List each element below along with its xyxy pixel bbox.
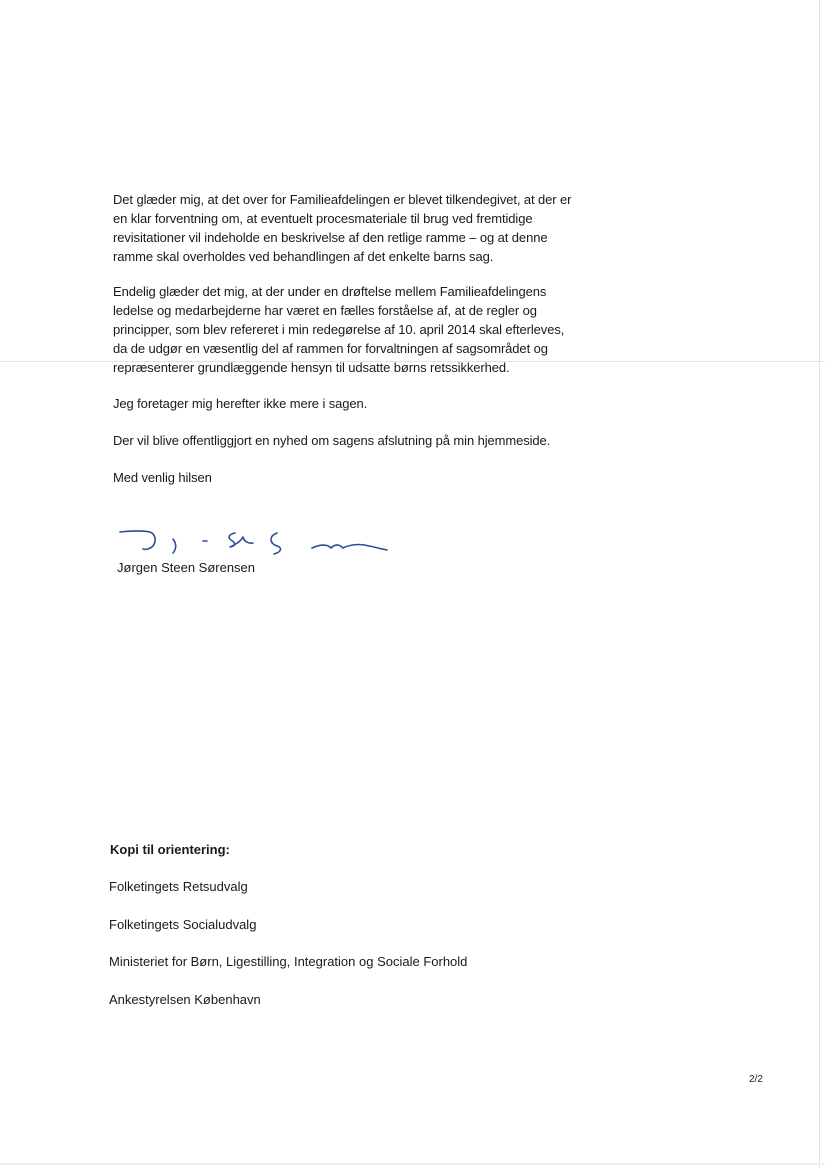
handwritten-signature: [117, 524, 392, 560]
closing-greeting: Med venlig hilsen: [113, 470, 212, 485]
paragraph-faelles-forstaaelse: Endelig glæder det mig, at der under en drøftelse mellem Familieafdelingens ledelse og medarbejderne har været en fælles forståelse af, at de regler og principper, som blev refereret i min redegørelse af 10. april 2014 skal efterleves, da de udgør en væsentlig del af rammen for forvaltningen af sagsområdet og repræsenterer grundlæggende hensyn til udsatte børns retssikkerhed.: [113, 284, 565, 375]
page-number: 2/2: [749, 1074, 763, 1085]
copy-recipient-retsudvalg: Folketingets Retsudvalg: [109, 879, 248, 894]
copy-recipient-ankestyrelsen: Ankestyrelsen København: [109, 991, 261, 1007]
page-edge: [819, 0, 820, 1168]
page-bottom-edge: [0, 1163, 825, 1165]
signer-name: Jørgen Steen Sørensen: [117, 560, 256, 575]
paragraph-ikke-mere: Jeg foretager mig herefter ikke mere i sagen.: [113, 396, 368, 411]
copy-recipient-ministeriet: Ministeriet for Børn, Ligestilling, Integration og Sociale Forhold: [109, 954, 468, 969]
copy-title: Kopi til orientering:: [110, 842, 230, 857]
copy-recipient-list: [109, 878, 467, 1028]
copy-recipient-socialudvalg: Folketingets Socialudvalg: [109, 916, 257, 932]
paragraph-forventning: Det glæder mig, at det over for Familieafdelingen er blevet tilkendegivet, at der er en klar forventning om, at eventuelt procesmateriale til brug ved fremtidige revisitationer vil indeholde en beskrivelse af den retlige ramme – og at denne ramme skal overholdes ved behandlingen af det enkelte barns sag.: [113, 192, 572, 264]
paragraph-offentliggoerelse: Der vil blive offentliggjort en nyhed om sagens afslutning på min hjemmeside.: [113, 433, 551, 448]
